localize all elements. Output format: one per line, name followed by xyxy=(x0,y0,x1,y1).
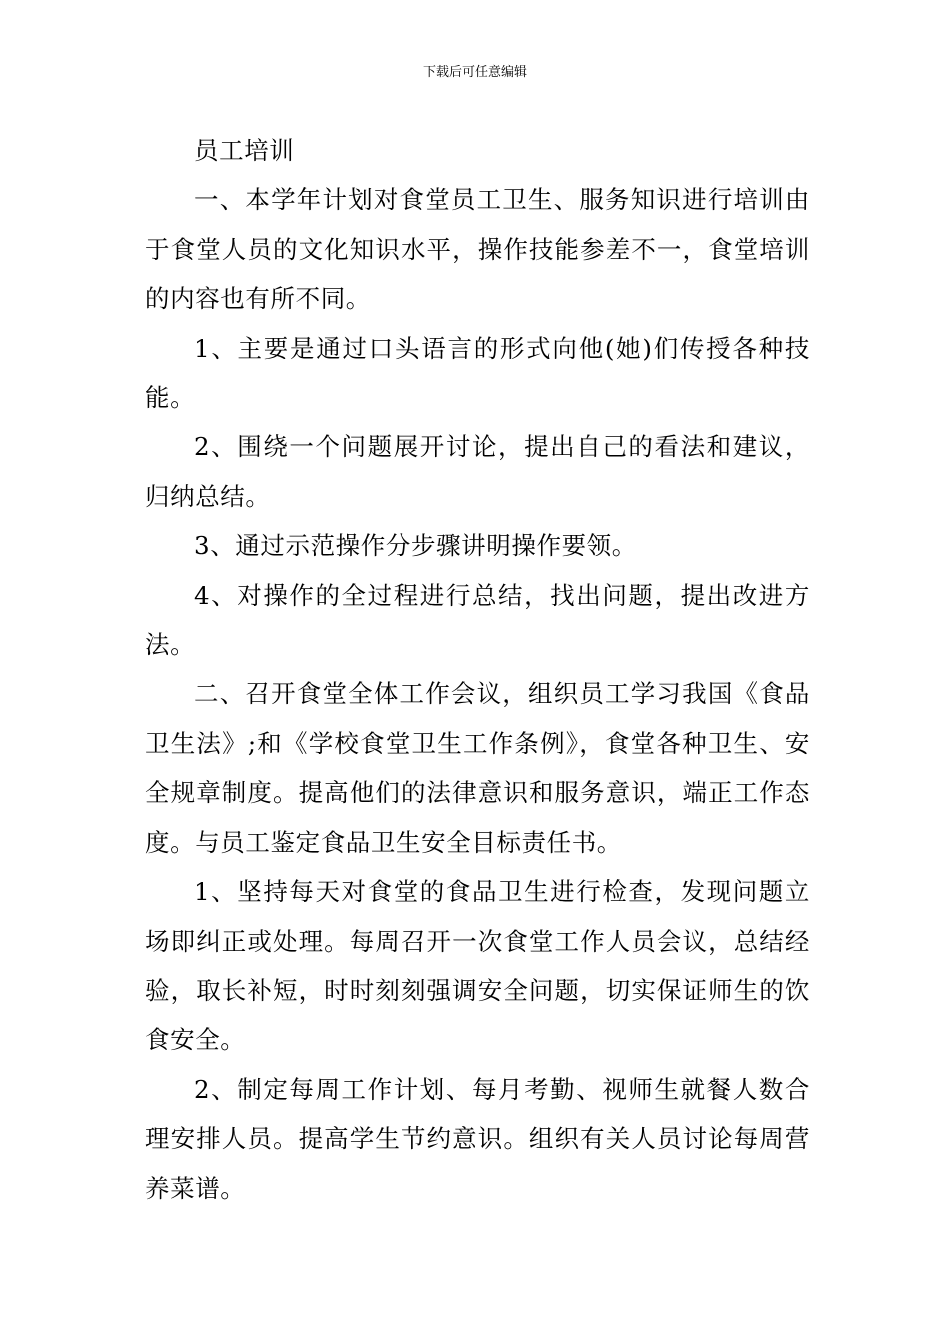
paragraph-7: 1、坚持每天对食堂的食品卫生进行检查，发现问题立场即纠正或处理。每周召开一次食堂工作人员会议，总结经验，取长补短，时时刻刻强调安全问题，切实保证师生的饮食安全。 xyxy=(145,877,810,1055)
paragraph-4: 3、通过示范操作分步骤讲明操作要领。 xyxy=(194,531,637,561)
paragraph-3: 2、围绕一个问题展开讨论，提出自己的看法和建议，归纳总结。 xyxy=(145,432,810,511)
document-body xyxy=(145,126,810,1213)
paragraph-8: 2、制定每周工作计划、每月考勤、视师生就餐人数合理安排人员。提高学生节约意识。组织有关人员讨论每周营养菜谱。 xyxy=(145,1074,810,1203)
paragraph-5: 4、对操作的全过程进行总结，找出问题，提出改进方法。 xyxy=(145,580,810,660)
section-title: 员工培训 xyxy=(194,136,295,165)
paragraph-2: 1、主要是通过口头语言的形式向他(她)们传授各种技能。 xyxy=(145,333,810,413)
paragraph-1: 一、本学年计划对食堂员工卫生、服务知识进行培训由于食堂人员的文化知识水平，操作技能参差不一，食堂培训的内容也有所不同。 xyxy=(145,185,810,314)
page-header-note: 下载后可任意编辑 xyxy=(422,65,527,80)
paragraph-6: 二、召开食堂全体工作会议，组织员工学习我国《食品卫生法》;和《学校食堂卫生工作条例》，食堂各种卫生、安全规章制度。提高他们的法律意识和服务意识，端正工作态度。与员工鉴定食品卫生安全目标责任书。 xyxy=(145,679,810,857)
